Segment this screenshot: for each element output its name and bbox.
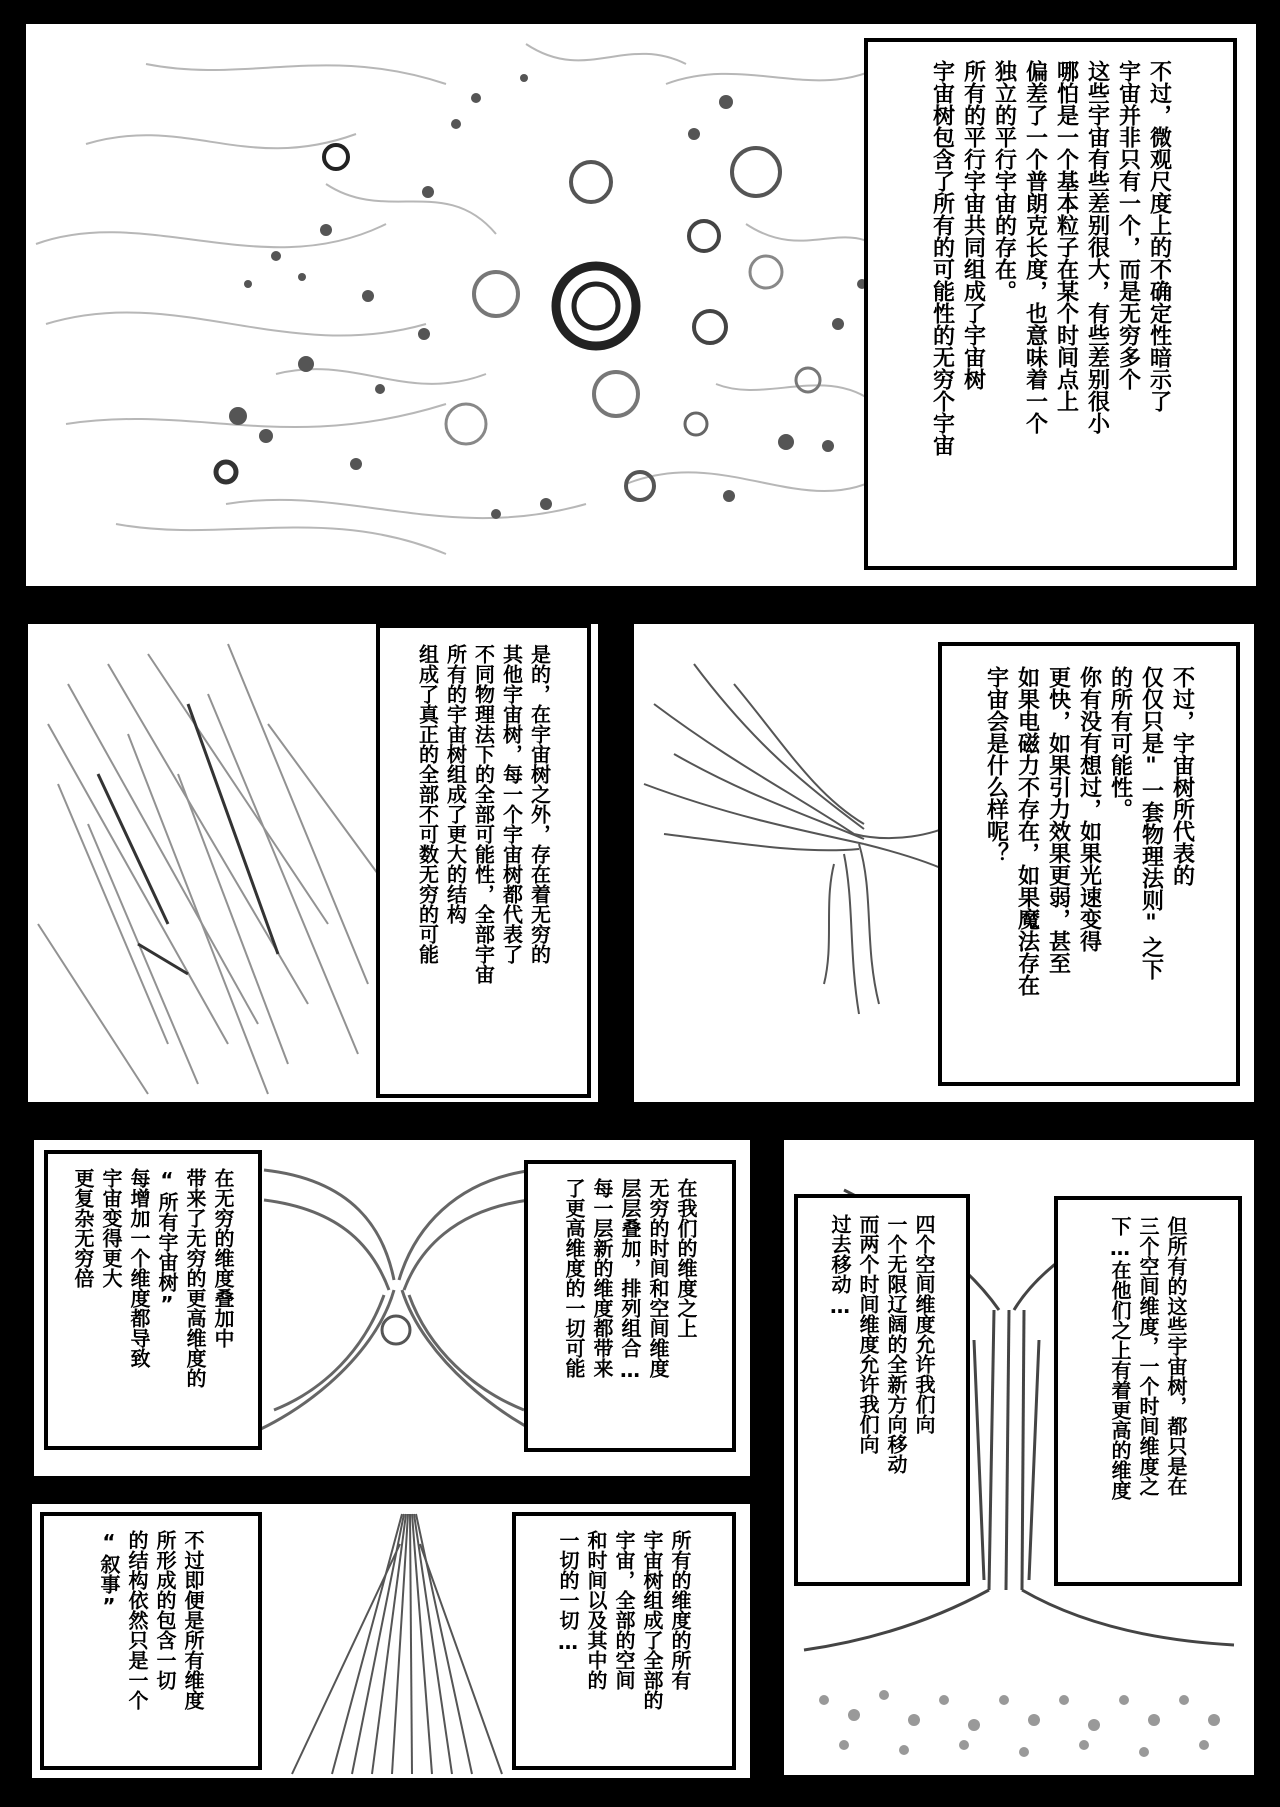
- narration-line: 的结构依然只是一个: [125, 1530, 149, 1710]
- narration-box: [44, 1150, 262, 1450]
- narration-line: 每增加一个维度都导致: [127, 1168, 151, 1368]
- narration-line: 在无穷的维度叠加中: [211, 1168, 235, 1348]
- narration-line: 你有没有想过，如果光速变得: [1076, 666, 1102, 952]
- panel-infinite-dimensions: [34, 1140, 750, 1476]
- narration-line: 一切的一切…: [556, 1530, 580, 1654]
- narration-line: 所有的宇宙树组成了更大的结构: [443, 644, 468, 924]
- narration-line: 所有的维度的所有: [668, 1530, 692, 1690]
- narration-line: “所有宇宙树”: [155, 1168, 179, 1316]
- narration-line: 不过，微观尺度上的不确定性暗示了: [1146, 60, 1172, 412]
- narration-box: [512, 1512, 736, 1770]
- panel-other-universe-trees: [28, 624, 598, 1102]
- narration-line: 无穷的时间和空间维度: [646, 1178, 670, 1378]
- narration-line: 一个无限辽阔的全新方向移动: [884, 1214, 908, 1474]
- panel-higher-dimensions: [784, 1140, 1254, 1775]
- narration-line: 如果电磁力不存在，如果魔法存在: [1014, 666, 1040, 996]
- narration-line: 层层叠加，排列组合…: [618, 1178, 642, 1382]
- narration-box: [376, 624, 591, 1098]
- narration-line: 所有的平行宇宙共同组成了宇宙树: [960, 60, 986, 390]
- narration-line: 不同物理法下的全部可能性，全部宇宙: [471, 644, 496, 984]
- narration-line: 三个空间维度，一个时间维度之: [1136, 1216, 1160, 1496]
- narration-line: 带来了无穷的更高维度的: [183, 1168, 207, 1388]
- narration-box: [524, 1160, 736, 1452]
- narration-line: 在我们的维度之上: [674, 1178, 698, 1338]
- narration-box: [938, 642, 1240, 1086]
- narration-box: [794, 1194, 970, 1586]
- narration-line: 过去移动…: [828, 1214, 852, 1318]
- narration-line: 宇宙树包含了所有的可能性的无穷个宇宙: [929, 60, 955, 456]
- narration-line: 更复杂无穷倍: [71, 1168, 95, 1288]
- narration-line: 四个空间维度允许我们向: [912, 1214, 936, 1434]
- narration-line: 了更高维度的一切可能: [562, 1178, 586, 1378]
- narration-line: 这些宇宙有些差别很大，有些差别很小: [1084, 60, 1110, 434]
- narration-line: 不过，宇宙树所代表的: [1169, 666, 1195, 886]
- narration-line: 是的，在宇宙树之外，存在着无穷的: [527, 644, 552, 964]
- narration-line: 其他宇宙树，每一个宇宙树都代表了: [499, 644, 524, 964]
- narration-line: 宇宙会是什么样呢？: [983, 666, 1009, 864]
- narration-line: 宇宙，全部的空间: [612, 1530, 636, 1690]
- narration-line: 哪怕是一个基本粒子在某个时间点上: [1053, 60, 1079, 412]
- panel-physical-laws: [634, 624, 1254, 1102]
- panel-narrative: [32, 1504, 750, 1778]
- narration-line: 不过即便是所有维度: [181, 1530, 205, 1710]
- narration-line: 宇宙并非只有一个，而是无穷多个: [1115, 60, 1141, 390]
- narration-line: 仅仅只是"一套物理法则"之下: [1138, 666, 1164, 980]
- narration-line: 更快，如果引力效果更弱，甚至: [1045, 666, 1071, 974]
- narration-line: 宇宙变得更大: [99, 1168, 123, 1288]
- narration-line: 的所有可能性。: [1107, 666, 1133, 820]
- narration-line: 宇宙树组成了全部的: [640, 1530, 664, 1710]
- narration-line: 偏差了一个普朗克长度，也意味着一个: [1022, 60, 1048, 434]
- narration-line: 下…在他们之上有着更高的维度: [1108, 1216, 1132, 1500]
- narration-line: 独立的平行宇宙的存在。: [991, 60, 1017, 302]
- narration-line: 每一层新的维度都带来: [590, 1178, 614, 1378]
- narration-line: 和时间以及其中的: [584, 1530, 608, 1690]
- narration-line: 组成了真正的全部不可数无穷的可能: [415, 644, 440, 964]
- panel-quantum-universes: [26, 24, 1256, 586]
- narration-line: 而两个时间维度允许我们向: [856, 1214, 880, 1454]
- narration-box: [864, 38, 1237, 570]
- narration-line: “叙事”: [97, 1530, 121, 1618]
- narration-line: 但所有的这些宇宙树，都只是在: [1164, 1216, 1188, 1496]
- narration-line: 所形成的包含一切: [153, 1530, 177, 1690]
- narration-box: [40, 1512, 262, 1770]
- narration-box: [1054, 1196, 1242, 1586]
